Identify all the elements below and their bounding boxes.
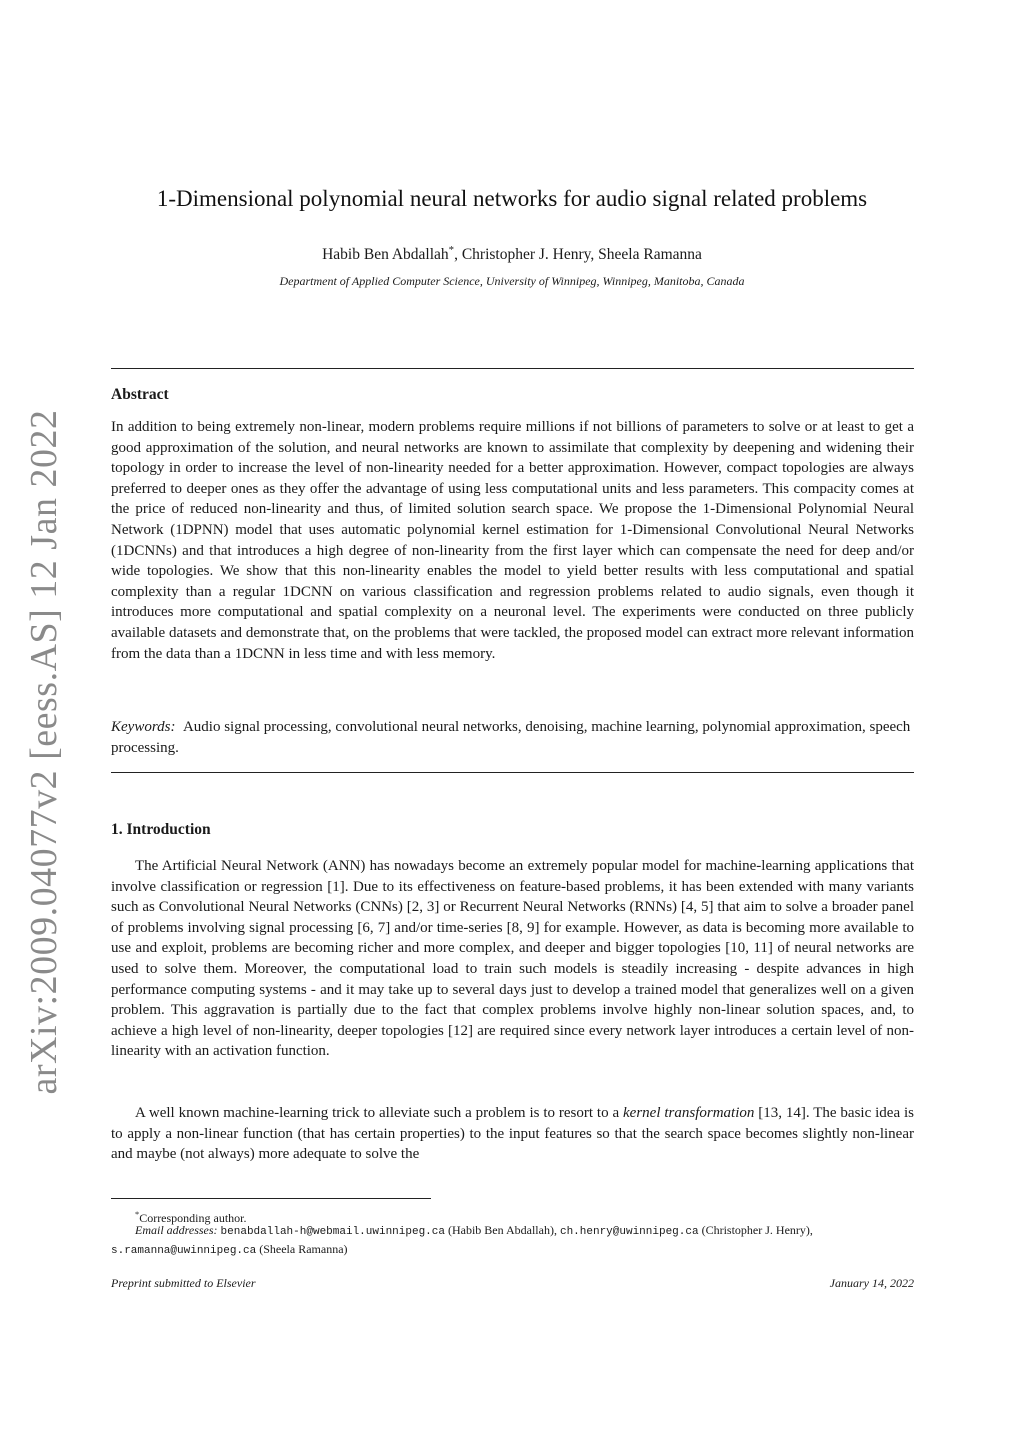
email-owner-2: (Christopher J. Henry), <box>698 1223 813 1237</box>
p2-emphasis: kernel transformation <box>623 1105 755 1121</box>
p2-text-start: A well known machine-learning trick to alleviate such a problem is to resort to a <box>135 1105 624 1121</box>
abstract-top-rule <box>111 368 914 369</box>
keywords <box>111 717 914 758</box>
author-list <box>110 244 914 264</box>
email-label: Email addresses: <box>135 1223 218 1237</box>
footnote-rule <box>111 1198 431 1199</box>
arxiv-identifier-stamp: arXiv:2009.04077v2 [eess.AS] 12 Jan 2022 <box>23 409 65 1095</box>
introduction-paragraph-2 <box>111 1103 914 1165</box>
abstract-heading: Abstract <box>111 386 169 403</box>
corresponding-author-mark: * <box>448 244 455 256</box>
abstract-bottom-rule <box>111 772 914 773</box>
introduction-paragraph-1: The Artificial Neural Network (ANN) has nowadays become an extremely popular model for machine-learning applications that involve classification or regression [1]. Due to its effectiveness on feature-based problems, it has been extended with many variants such as Convolutional Neural Networks (CNNs) [2, 3] or Recurrent Neural Networks (RNNs) [4, 5] that aim to solve a broader panel of problems involving signal processing [6, 7] and/or time-series [8, 9] for example. However, as data is becoming more available to use and exploit, problems are becoming richer and more complex, and deeper and bigger topologies [10, 11] of neural networks are used to solve them. Moreover, the computational load to train such models is steadily increasing - despite advances in high performance computing systems - and it may take up to several days just to develop a trained model that generalizes well on a given problem. This aggravation is partially due to the fact that complex problems involve highly non-linear solution spaces, and, to achieve a high level of non-linearity, deeper topologies [12] are required since every network layer introduces a certain level of non-linearity with an activation function. <box>111 858 914 1060</box>
email-footnote <box>111 1222 914 1260</box>
footnote-corresponding-text: Corresponding author. <box>139 1211 247 1225</box>
footnote-mark: * <box>135 1210 140 1219</box>
email-link-1[interactable]: benabdallah-h@webmail.uwinnipeg.ca <box>220 1226 445 1238</box>
paper-title: 1-Dimensional polynomial neural networks for audio signal related problems <box>156 186 868 211</box>
email-link-2[interactable]: ch.henry@uwinnipeg.ca <box>559 1226 699 1238</box>
keywords-text: Audio signal processing, convolutional neural networks, denoising, machine learning, polynomial approximation, speech processing. <box>111 719 911 756</box>
abstract-text: In addition to being extremely non-linear, modern problems require millions if not billions of parameters to solve or at least to get a good approximation of the solution, and neural networks are known to assimilate that complexity by deepening and widening their topology in order to increase the level of non-linearity needed for a better approximation. However, compact topologies are always preferred to deeper ones as they offer the advantage of using less computational units and less parameters. This compacity comes at the price of reduced non-linearity and thus, of limited solution search space. We propose the 1-Dimensional Polynomial Neural Network (1DPNN) model that uses automatic polynomial kernel estimation for 1-Dimensional Convolutional Neural Networks (1DCNNs) and that introduces a high degree of non-linearity from the first layer which can compensate the need for deep and/or wide topologies. We show that this non-linearity enables the model to yield better results with less computational and spatial complexity than a regular 1DCNN on various classification and regression problems related to audio signals, even though it introduces more computational and spatial complexity on a neuronal level. The experiments were conducted on three publicly available datasets and demonstrate that, on the problems that were tackled, the proposed model can extract more relevant information from the data than a 1DCNN in less time and with less memory. <box>111 419 914 662</box>
first-author: Habib Ben Abdallah <box>322 246 449 264</box>
introduction-heading: 1. Introduction <box>111 821 211 838</box>
keywords-label: Keywords: <box>111 719 176 735</box>
other-authors: , Christopher J. Henry, Sheela Ramanna <box>454 246 702 264</box>
preprint-date: January 14, 2022 <box>829 1276 914 1290</box>
affiliation: Department of Applied Computer Science, University of Winnipeg, Winnipeg, Manitoba, Canada <box>279 274 745 288</box>
email-owner-1: (Habib Ben Abdallah), <box>444 1223 560 1237</box>
p2-text-end: [13, 14]. The basic idea is to apply a non-linear function (that has certain properties) to the input features so that the search space becomes slightly non-linear and maybe (not always) more adequate to solve the <box>111 1105 914 1163</box>
preprint-note: Preprint submitted to Elsevier <box>111 1276 256 1290</box>
email-owner-3: (Sheela Ramanna) <box>256 1242 348 1256</box>
email-link-3[interactable]: s.ramanna@uwinnipeg.ca <box>111 1245 257 1257</box>
